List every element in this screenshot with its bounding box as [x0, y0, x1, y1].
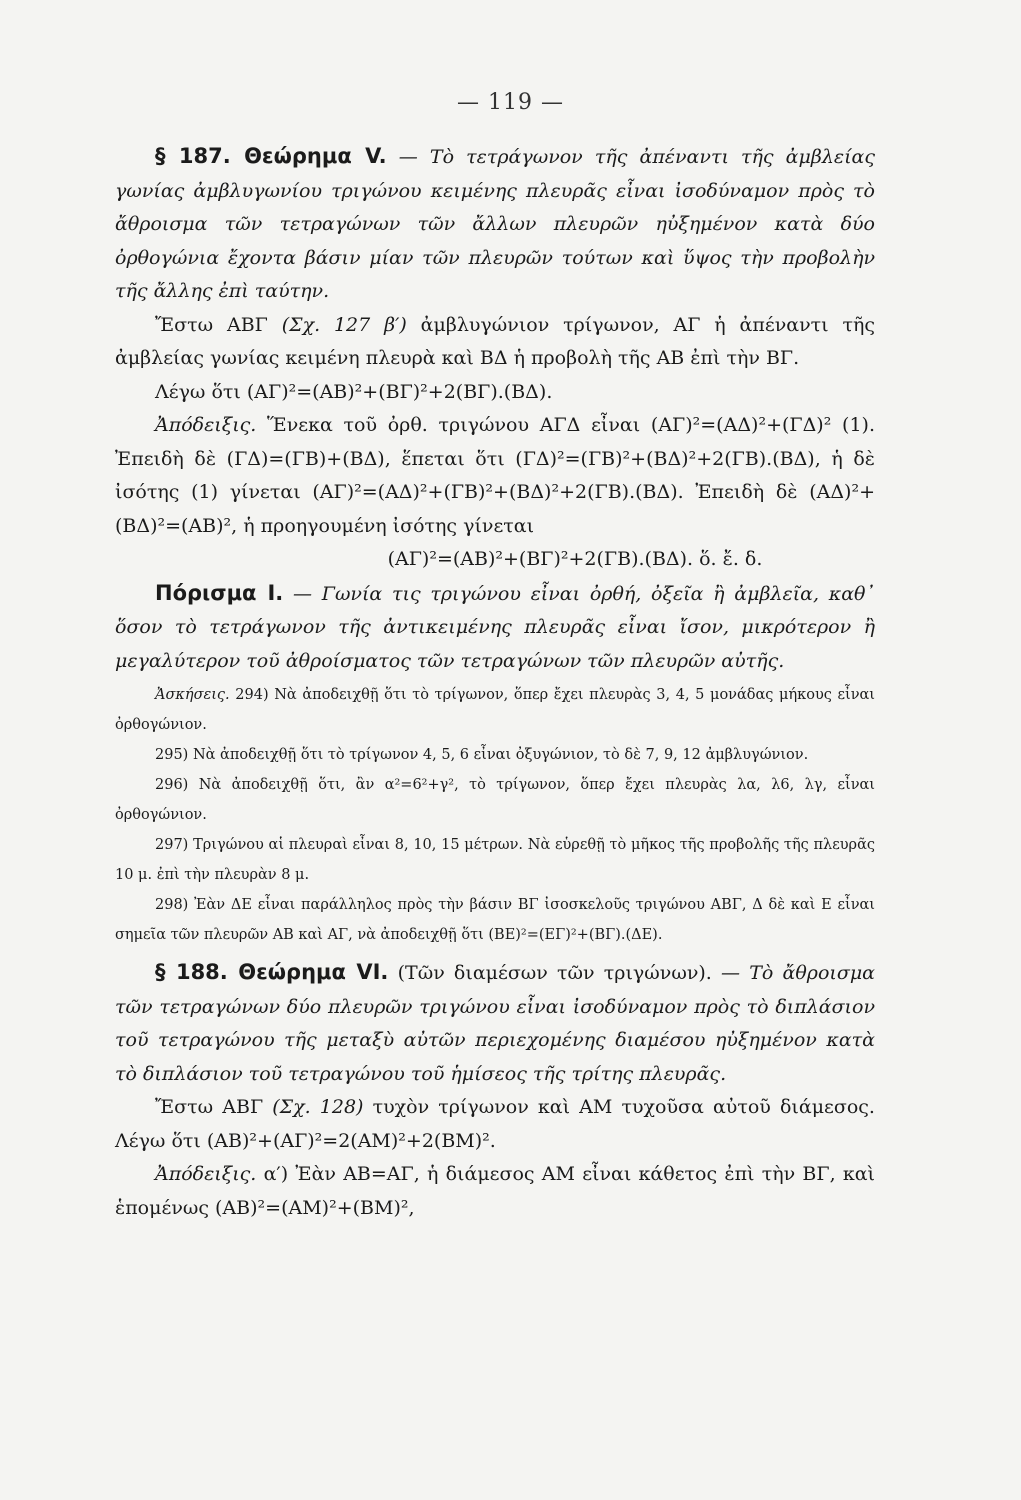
theorem-6-statement	[115, 956, 875, 1091]
porism-heading: Πόρισμα I.	[155, 580, 284, 605]
exercises-label: Ἀσκήσεις.	[155, 687, 230, 703]
exercise-item: 295) Νὰ ἀποδειχθῇ ὅτι τὸ τρίγωνον 4, 5, 6 εἶναι ὀξυγώνιον, τὸ δὲ 7, 9, 12 ἀμβλυγώνιον.	[155, 747, 809, 763]
theorem-5-proof	[115, 409, 875, 543]
theorem-6-heading: § 188. Θεώρημα VI.	[155, 960, 389, 984]
exercise-item: 296) Νὰ ἀποδειχθῇ ὅτι, ἂν α²=6²+γ², τὸ τρίγωνον, ὅπερ ἔχει πλευρὰς λα, λ6, λγ, εἶναι ὀρθογώνιον.	[115, 777, 875, 823]
theorem-5-heading: § 187. Θεώρημα V.	[155, 144, 387, 168]
proof-label: Ἀπόδειξις.	[155, 1163, 257, 1185]
figure-reference: (Σχ. 128)	[272, 1096, 364, 1118]
theorem-5-statement	[115, 140, 875, 309]
theorem-6-setup: Ἔστω ΑΒΓ (Σχ. 128) τυχὸν τρίγωνον καὶ ΑΜ τυχοῦσα αὐτοῦ διάμεσος. Λέγω ὅτι (ΑΒ)²+(ΑΓ)²=2(ΑΜ)²+2(ΒΜ)².	[115, 1096, 875, 1152]
proof-label: Ἀπόδειξις.	[155, 414, 257, 436]
theorem-5-claim: Λέγω ὅτι (ΑΓ)²=(ΑΒ)²+(ΒΓ)²+2(ΒΓ).(ΒΔ).	[155, 380, 553, 403]
theorem-5-text: — Τὸ τετράγωνον τῆς ἀπέναντι τῆς ἀμβλείας γωνίας ἀμβλυγωνίου τριγώνου κειμένης πλευρᾶς εἶναι ἰσοδύναμον πρὸς τὸ ἄθροισμα τῶν τετραγώνων τῶν ἄλλων πλευρῶν ηὐξημένον κατὰ δύο ὀρθογώνια ἔχοντα βάσιν μίαν τῶν πλευρῶν τούτων καὶ ὕψος τὴν προβολὴν τῆς ἄλλης ἐπὶ ταύτην.	[115, 146, 875, 302]
proof-text: Ἕνεκα τοῦ ὀρθ. τριγώνου ΑΓΔ εἶναι (ΑΓ)²=(ΑΔ)²+(ΓΔ)² (1). Ἐπειδὴ δὲ (ΓΔ)=(ΓΒ)+(ΒΔ), ἕπεται ὅτι (ΓΔ)²=(ΓΒ)²+(ΒΔ)²+2(ΓΒ).(ΒΔ), ἡ δὲ ἰσότης (1) γίνεται (ΑΓ)²=(ΑΔ)²+(ΓΒ)²+(ΒΔ)²+2(ΓΒ).(ΒΔ). Ἐπειδὴ δὲ (ΑΔ)²+(ΒΔ)²=(ΑΒ)², ἡ προηγουμένη ἰσότης γίνεται	[115, 414, 875, 537]
page-content	[115, 140, 875, 1225]
proof-text: α′) Ἐὰν ΑΒ=ΑΓ, ἡ διάμεσος ΑΜ εἶναι κάθετος ἐπὶ τὴν ΒΓ, καὶ ἑπομένως (ΑΒ)²=(ΑΜ)²+(ΒΜ)²,	[115, 1163, 875, 1219]
page-number: — 119 —	[457, 90, 564, 115]
exercise-item: Ἀσκήσεις. 294) Νὰ ἀποδειχθῇ ὅτι τὸ τρίγωνον, ὅπερ ἔχει πλευρὰς 3, 4, 5 μονάδας μήκους εἶναι ὀρθογώνιον.	[115, 687, 875, 733]
porism-text: — Γωνία τις τριγώνου εἶναι ὀρθή, ὀξεῖα ἢ ἀμβλεῖα, καθ᾽ ὅσον τὸ τετράγωνον τῆς ἀντικειμένης πλευρᾶς εἶναι ἴσον, μικρότερον ἢ μεγαλύτερον τοῦ ἀθροίσματος τῶν τετραγώνων τῶν πλευρῶν αὐτῆς.	[115, 582, 875, 672]
figure-reference: (Σχ. 127 β′)	[281, 313, 407, 336]
exercise-item: 298) Ἐὰν ΔΕ εἶναι παράλληλος πρὸς τὴν βάσιν ΒΓ ἰσοσκελοῦς τριγώνου ΑΒΓ, Δ δὲ καὶ Ε εἶναι σημεῖα τῶν πλευρῶν ΑΒ καὶ ΑΓ, νὰ ἀποδειχθῇ ὅτι (ΒΕ)²=(ΕΓ)²+(ΒΓ).(ΔΕ).	[115, 897, 875, 943]
exercise-item: 297) Τριγώνου αἱ πλευραὶ εἶναι 8, 10, 15 μέτρων. Νὰ εὑρεθῇ τὸ μῆκος τῆς προβολῆς τῆς πλευρᾶς 10 μ. ἐπὶ τὴν πλευρὰν 8 μ.	[115, 837, 875, 883]
theorem-5-result: (ΑΓ)²=(ΑΒ)²+(ΒΓ)²+2(ΓΒ).(ΒΔ). ὅ. ἔ. δ.	[387, 548, 763, 570]
theorem-6-subtitle: (Τῶν διαμέσων τῶν τριγώνων).	[397, 962, 712, 984]
theorem-6-text: — Τὸ ἄθροισμα τῶν τετραγώνων δύο πλευρῶν τριγώνου εἶναι ἰσοδύναμον πρὸς τὸ διπλάσιον τοῦ τετραγώνου τῆς μεταξὺ αὐτῶν περιεχομένης διαμέσου ηὐξημένον κατὰ τὸ διπλάσιον τοῦ τετραγώνου τοῦ ἡμίσεος τῆς τρίτης πλευρᾶς.	[115, 962, 876, 1085]
exercises-block	[115, 680, 875, 950]
theorem-5-setup: Ἔστω ΑΒΓ (Σχ. 127 β′) ἀμβλυγώνιον τρίγωνον, ΑΓ ἡ ἀπέναντι τῆς ἀμβλείας γωνίας κειμένη πλευρὰ καὶ ΒΔ ἡ προβολὴ τῆς ΑΒ ἐπὶ τὴν ΒΓ.	[115, 313, 875, 369]
porism-1	[115, 577, 875, 679]
theorem-6-proof	[115, 1158, 875, 1225]
